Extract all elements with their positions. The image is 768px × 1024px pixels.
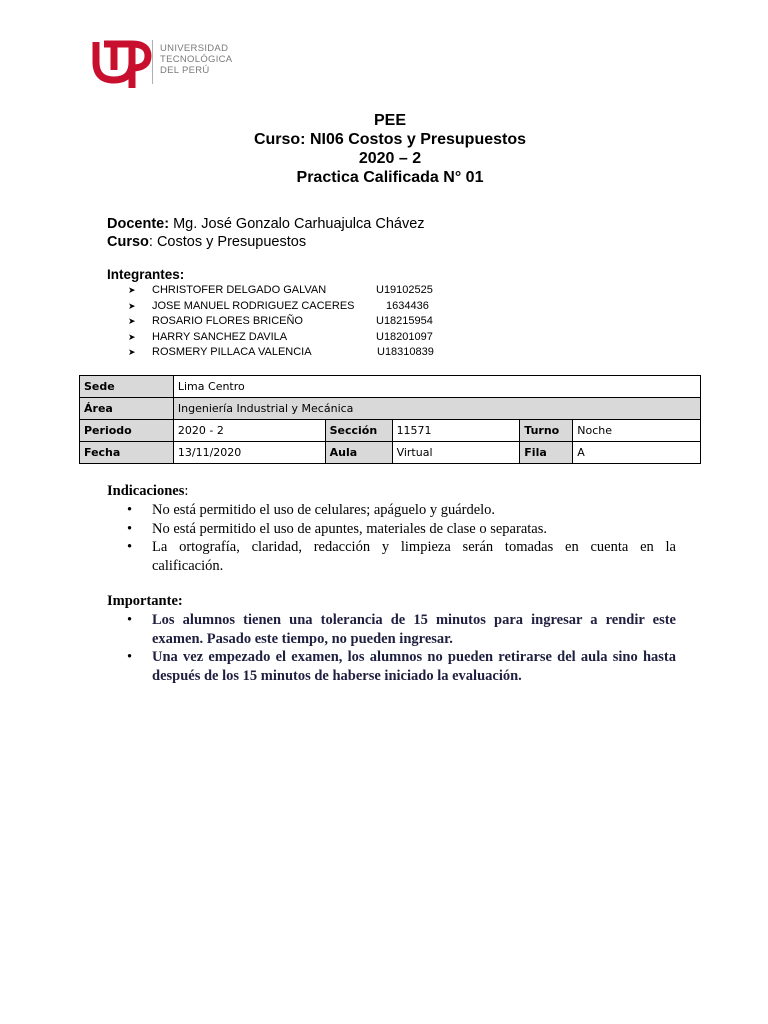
list-item [127, 501, 676, 520]
arrow-bullet-icon: ➤ [128, 331, 136, 342]
importante-text-cont: después de los 15 minutos de haberse iniciado la evaluación. [152, 667, 522, 684]
docente-value: Mg. José Gonzalo Carhuajulca Chávez [169, 216, 425, 232]
turno-label: Turno [520, 420, 573, 442]
curso-value: : Costos y Presupuestos [148, 234, 307, 250]
member-name: JOSE MANUEL RODRIGUEZ CACERES [152, 299, 355, 312]
periodo-value: 2020 - 2 [173, 420, 325, 442]
indicacion-text-cont: calificación. [152, 557, 224, 574]
curso-line [107, 233, 425, 251]
area-label: Área [80, 398, 174, 420]
list-item [127, 520, 676, 539]
area-value: Ingeniería Industrial y Mecánica [173, 398, 700, 420]
seccion-label: Sección [325, 420, 392, 442]
bullet-icon: • [127, 612, 133, 628]
aula-label: Aula [325, 442, 392, 464]
importante-text: Los alumnos tienen una tolerancia de 15 minutos para ingresar a rendir este [152, 612, 676, 628]
member-code: U18310839 [377, 346, 434, 358]
member-name: CHRISTOFER DELGADO GALVAN [152, 284, 327, 296]
table-row [80, 420, 701, 442]
title-line-2: Curso: NI06 Costos y Presupuestos [253, 131, 527, 148]
table-row [80, 442, 701, 464]
indicaciones-list [127, 501, 676, 575]
aula-value: Virtual [392, 442, 520, 464]
sede-label: Sede [80, 376, 174, 398]
member-code: U18201097 [376, 330, 433, 343]
logo-line-2: TECNOLÓGICA [160, 54, 233, 65]
bullet-icon: • [127, 502, 133, 518]
member-name: HARRY SANCHEZ DAVILA [152, 330, 288, 343]
title-line-3: 2020 – 2 [358, 150, 422, 167]
importante-heading: Importante: [107, 593, 183, 609]
arrow-bullet-icon: ➤ [128, 300, 136, 311]
indicaciones-heading [107, 483, 188, 500]
arrow-bullet-icon: ➤ [128, 347, 136, 357]
exam-info-table [79, 375, 701, 464]
logo-text [160, 43, 232, 76]
logo-line-1: UNIVERSIDAD [160, 43, 229, 54]
docente-label: Docente: [107, 216, 170, 232]
integrantes-heading: Integrantes: [107, 267, 185, 282]
indicacion-text: No está permitido el uso de celulares; apáguelo y guárdelo. [152, 502, 496, 518]
arrow-bullet-icon: ➤ [128, 316, 136, 326]
importante-text-cont: examen. Pasado este tiempo, no pueden ingresar. [152, 630, 453, 647]
logo-line-3: DEL PERÚ [160, 65, 210, 76]
sede-value: Lima Centro [173, 376, 700, 398]
indicaciones-colon: : [184, 483, 189, 499]
member-code: U19102525 [376, 284, 433, 296]
bullet-icon: • [127, 539, 133, 555]
turno-value: Noche [573, 420, 701, 442]
university-logo [92, 36, 242, 90]
utp-logo-icon [92, 36, 154, 90]
table-row [80, 376, 701, 398]
member-name: ROSARIO FLORES BRICEÑO [152, 315, 303, 327]
importante-list [127, 611, 676, 685]
list-item [127, 611, 676, 648]
member-code: U18215954 [376, 315, 433, 327]
list-item [127, 648, 676, 685]
bullet-icon: • [127, 520, 133, 537]
docente-line [107, 215, 425, 233]
fecha-value: 13/11/2020 [173, 442, 325, 464]
member-name: ROSMERY PILLACA VALENCIA [152, 346, 312, 358]
curso-label: Curso [107, 234, 149, 250]
document-title [0, 111, 768, 187]
fila-label: Fila [520, 442, 573, 464]
indicacion-text: No está permitido el uso de apuntes, materiales de clase o separatas. [152, 520, 547, 537]
bullet-icon: • [127, 649, 133, 665]
title-line-1: PEE [373, 112, 406, 129]
indicaciones-label: Indicaciones [107, 483, 185, 499]
seccion-value: 11571 [392, 420, 520, 442]
table-row [80, 398, 701, 420]
member-code: 1634436 [386, 299, 429, 312]
indicacion-text: La ortografía, claridad, redacción y limpieza serán tomadas en cuenta en la [152, 539, 676, 555]
importante-text: Una vez empezado el examen, los alumnos no pueden retirarse del aula sino hasta [152, 649, 676, 665]
course-info [107, 215, 425, 251]
arrow-bullet-icon: ➤ [128, 285, 136, 295]
list-item [127, 538, 676, 575]
logo-divider [152, 40, 153, 84]
fila-value: A [573, 442, 701, 464]
fecha-label: Fecha [80, 442, 174, 464]
periodo-label: Periodo [80, 420, 174, 442]
title-line-4: Practica Calificada N° 01 [296, 169, 484, 186]
